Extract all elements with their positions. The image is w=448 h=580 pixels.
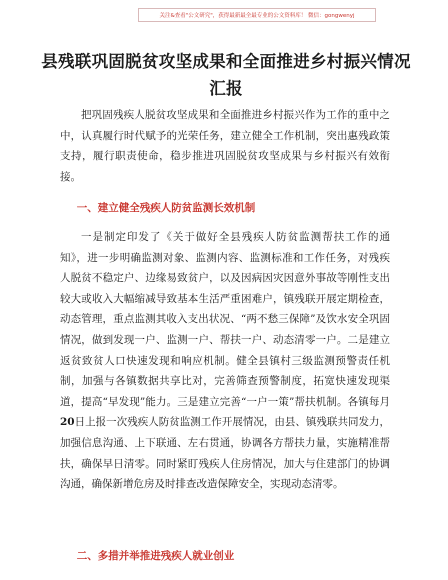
section-1-text-part2: 日上报一次残疾人防贫监测工作开展情况，由县、镇残联共同发力，加强信息沟通、上下联通、左右贯通，协调各方帮扶力量，实施精准帮扶，确保早日清零。同时紧盯残疾人住房情况，加大与住建部门的协调沟通，确保新增危房及时排查改造保障安全，实现动态清零。 (60, 416, 390, 491)
document-title: 县残联巩固脱贫攻坚成果和全面推进乡村振兴情况汇报 (41, 52, 411, 98)
wechat-banner (138, 8, 376, 22)
section-1-paragraph (60, 227, 390, 495)
intro-paragraph: 把巩固残疾人脱贫攻坚成果和全面推进乡村振兴作为工作的重中之中，认真履行时代赋予的光荣任务，建立健全工作机制，突出惠残政策支持，履行职责使命，稳步推进巩固脱贫攻坚成果与乡村振兴有效衔接。 (60, 109, 390, 183)
section-1-date: 20 (60, 416, 75, 429)
section-1-text-part1: 一是制定印发了《关于做好全县残疾人防贫监测帮扶工作的通知》，进一步明确监测对象、监测内容、监测标准和工作任务，对残疾人脱贫不稳定户、边缘易致贫户，以及因病因灾因意外事故等刚性支出较大或收入大幅缩减导致基本生活严重困难户，镇残联开展定期检查，动态管理，重点监测其收入支出状况、“两不愁三保障”及饮水安全巩固情况，做到发现一户、监测一户、帮扶一户、动态清零一户。二是建立返贫致贫人口快速发现和响应机制。健全县镇村三级监测预警责任机制，加强与各镇数据共享比对，完善筛查预警制度，拓宽快速发现渠道，提高“早发现”能力。三是建立完善“一户一策”帮扶机制。各镇每月 (60, 231, 390, 408)
section-heading-1: 一、建立健全残疾人防贫监测长效机制 (76, 202, 256, 214)
section-heading-2: 二、多措并举推进残疾人就业创业 (76, 550, 235, 562)
banner-text: 关注&查看"公文研究"，获得最新最全最专业的公文资料库！ 微信：gongwenyj (159, 13, 355, 19)
